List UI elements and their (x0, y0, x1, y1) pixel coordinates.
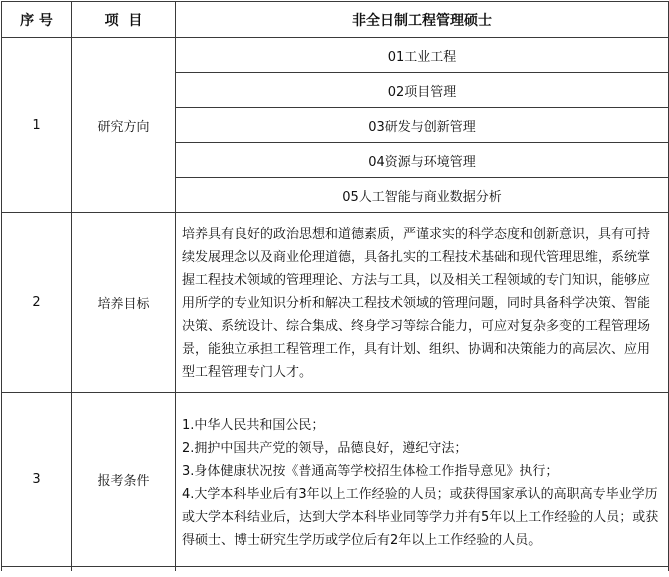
training-objective-text: 培养具有良好的政治思想和道德素质，严谨求实的科学态度和创新意识，具有可持续发展理念以及商业伦理道德，具备扎实的工程技术基础和现代管理思维，系统掌握工程技术领域的管理理论、方法与工具，以及相关工程领域的专门知识，能够应用所学的专业知识分析和解决工程技术领域的管理问题，同时具备科学决策、智能决策、系统设计、综合集成、终身学习等综合能力，可应对复杂多变的工程管理场景，能独立承担工程管理工作，具有计划、组织、协调和决策能力的高层次、应用型工程管理专门人才。 (176, 213, 669, 393)
row-index: 1 (2, 38, 72, 213)
row-item: 研究方向 (72, 38, 176, 213)
table-row (2, 393, 669, 567)
empty-cell (2, 567, 72, 572)
table-row-cutoff (2, 567, 669, 572)
application-conditions (176, 393, 669, 567)
row-item: 培养目标 (72, 213, 176, 393)
condition-item: 2.拥护中国共产党的领导，品德良好，遵纪守法； (182, 441, 468, 456)
condition-item: 4.大学本科毕业后有3年以上工作经验的人员；或获得国家承认的高职高专毕业学历或大学本科结业后，达到大学本科毕业同等学力并有5年以上工作经验的人员；或获得硕士、博士研究生学历或学位后有2年以上工作经验的人员。 (182, 487, 659, 548)
table-row (2, 213, 669, 393)
direction-item: 04资源与环境管理 (176, 143, 669, 178)
program-table (1, 1, 669, 571)
empty-cell (176, 567, 669, 572)
empty-cell (72, 567, 176, 572)
direction-item: 05人工智能与商业数据分析 (176, 178, 669, 213)
direction-item: 01工业工程 (176, 38, 669, 73)
header-program: 非全日制工程管理硕士 (176, 2, 669, 38)
header-item: 项 目 (72, 2, 176, 38)
header-index: 序 号 (2, 2, 72, 38)
direction-item: 02项目管理 (176, 73, 669, 108)
row-index: 3 (2, 393, 72, 567)
row-item: 报考条件 (72, 393, 176, 567)
table-header-row (2, 2, 669, 38)
condition-item: 1.中华人民共和国公民； (182, 418, 325, 433)
row-index: 2 (2, 213, 72, 393)
direction-item: 03研发与创新管理 (176, 108, 669, 143)
table-row (2, 38, 669, 73)
condition-item: 3.身体健康状况按《普通高等学校招生体检工作指导意见》执行； (182, 464, 559, 479)
